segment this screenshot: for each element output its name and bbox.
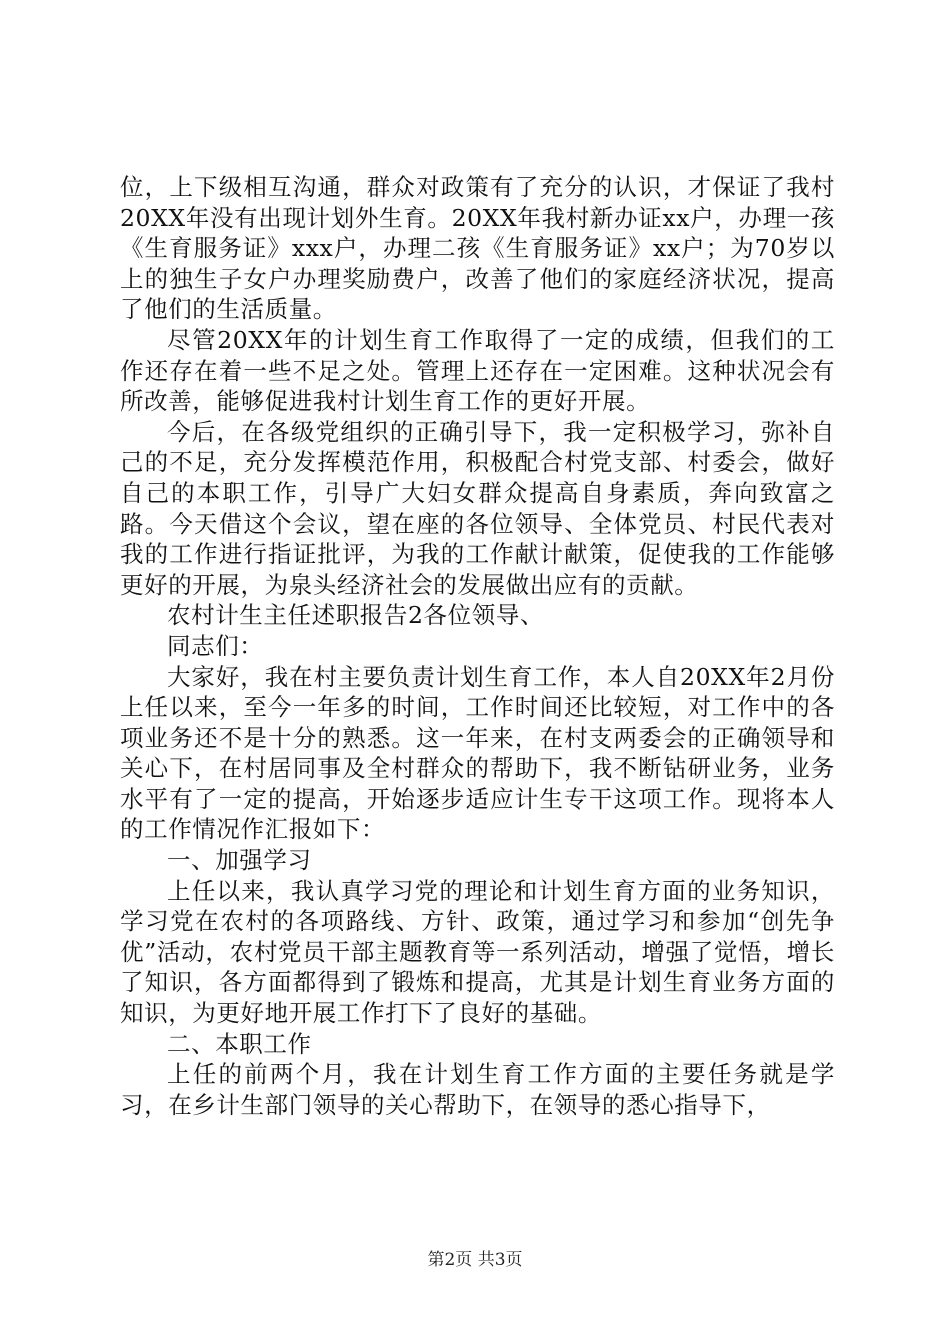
salutation: 同志们： xyxy=(167,631,264,660)
paragraph-3: 今后，在各级党组织的正确引导下，我一定积极学习，弥补自己的不足，充分发挥模范作用，积极配合村党支部、村委会，做好自己的本职工作，引导广大妇女群众提高自身素质，奔向致富之路。今天借这个会议，望在座的各位领导、全体党员、村民代表对我的工作进行指证批评，为我的工作献计献策，促使我的工作能够更好的开展，为泉头经济社会的发展做出应有的贡献。 xyxy=(120,417,835,599)
paragraph-work: 上任的前两个月，我在计划生育工作方面的主要任务就是学习，在乡计生部门领导的关心帮助下，在领导的悉心指导下， xyxy=(120,1060,835,1119)
document-body xyxy=(120,172,835,1120)
paragraph-intro: 大家好，我在村主要负责计划生育工作，本人自20XX年2月份上任以来，至今一年多的时间，工作时间还比较短，对工作中的各项业务还不是十分的熟悉。这一年来，在村支两委会的正确领导和关心下，在村居同事及全村群众的帮助下，我不断钻研业务，业务水平有了一定的提高，开始逐步适应计生专干这项工作。现将本人的工作情况作汇报如下： xyxy=(120,662,835,844)
section-heading-1: 一、加强学习 xyxy=(167,846,312,875)
page-footer: 第2页 共3页 xyxy=(427,1250,523,1270)
paragraph-2: 尽管20XX年的计划生育工作取得了一定的成绩，但我们的工作还存在着一些不足之处。管理上还存在一定困难。这种状况会有所改善，能够促进我村计划生育工作的更好开展。 xyxy=(120,325,835,416)
report-title-line: 农村计生主任述职报告2各位领导、 xyxy=(167,601,545,630)
section-heading-2: 二、本职工作 xyxy=(167,1029,312,1058)
paragraph-1: 位，上下级相互沟通，群众对政策有了充分的认识，才保证了我村20XX年没有出现计划外生育。20XX年我村新办证xx户，办理一孩《生育服务证》xxx户，办理二孩《生育服务证》xx户；为70岁以上的独生子女户办理奖励费户，改善了他们的家庭经济状况，提高了他们的生活质量。 xyxy=(120,173,835,324)
paragraph-study: 上任以来，我认真学习党的理论和计划生育方面的业务知识，学习党在农村的各项路线、方针、政策，通过学习和参加“创先争优”活动，农村党员干部主题教育等一系列活动，增强了觉悟，增长了知识，各方面都得到了锻炼和提高，尤其是计划生育业务方面的知识，为更好地开展工作打下了良好的基础。 xyxy=(120,876,835,1028)
